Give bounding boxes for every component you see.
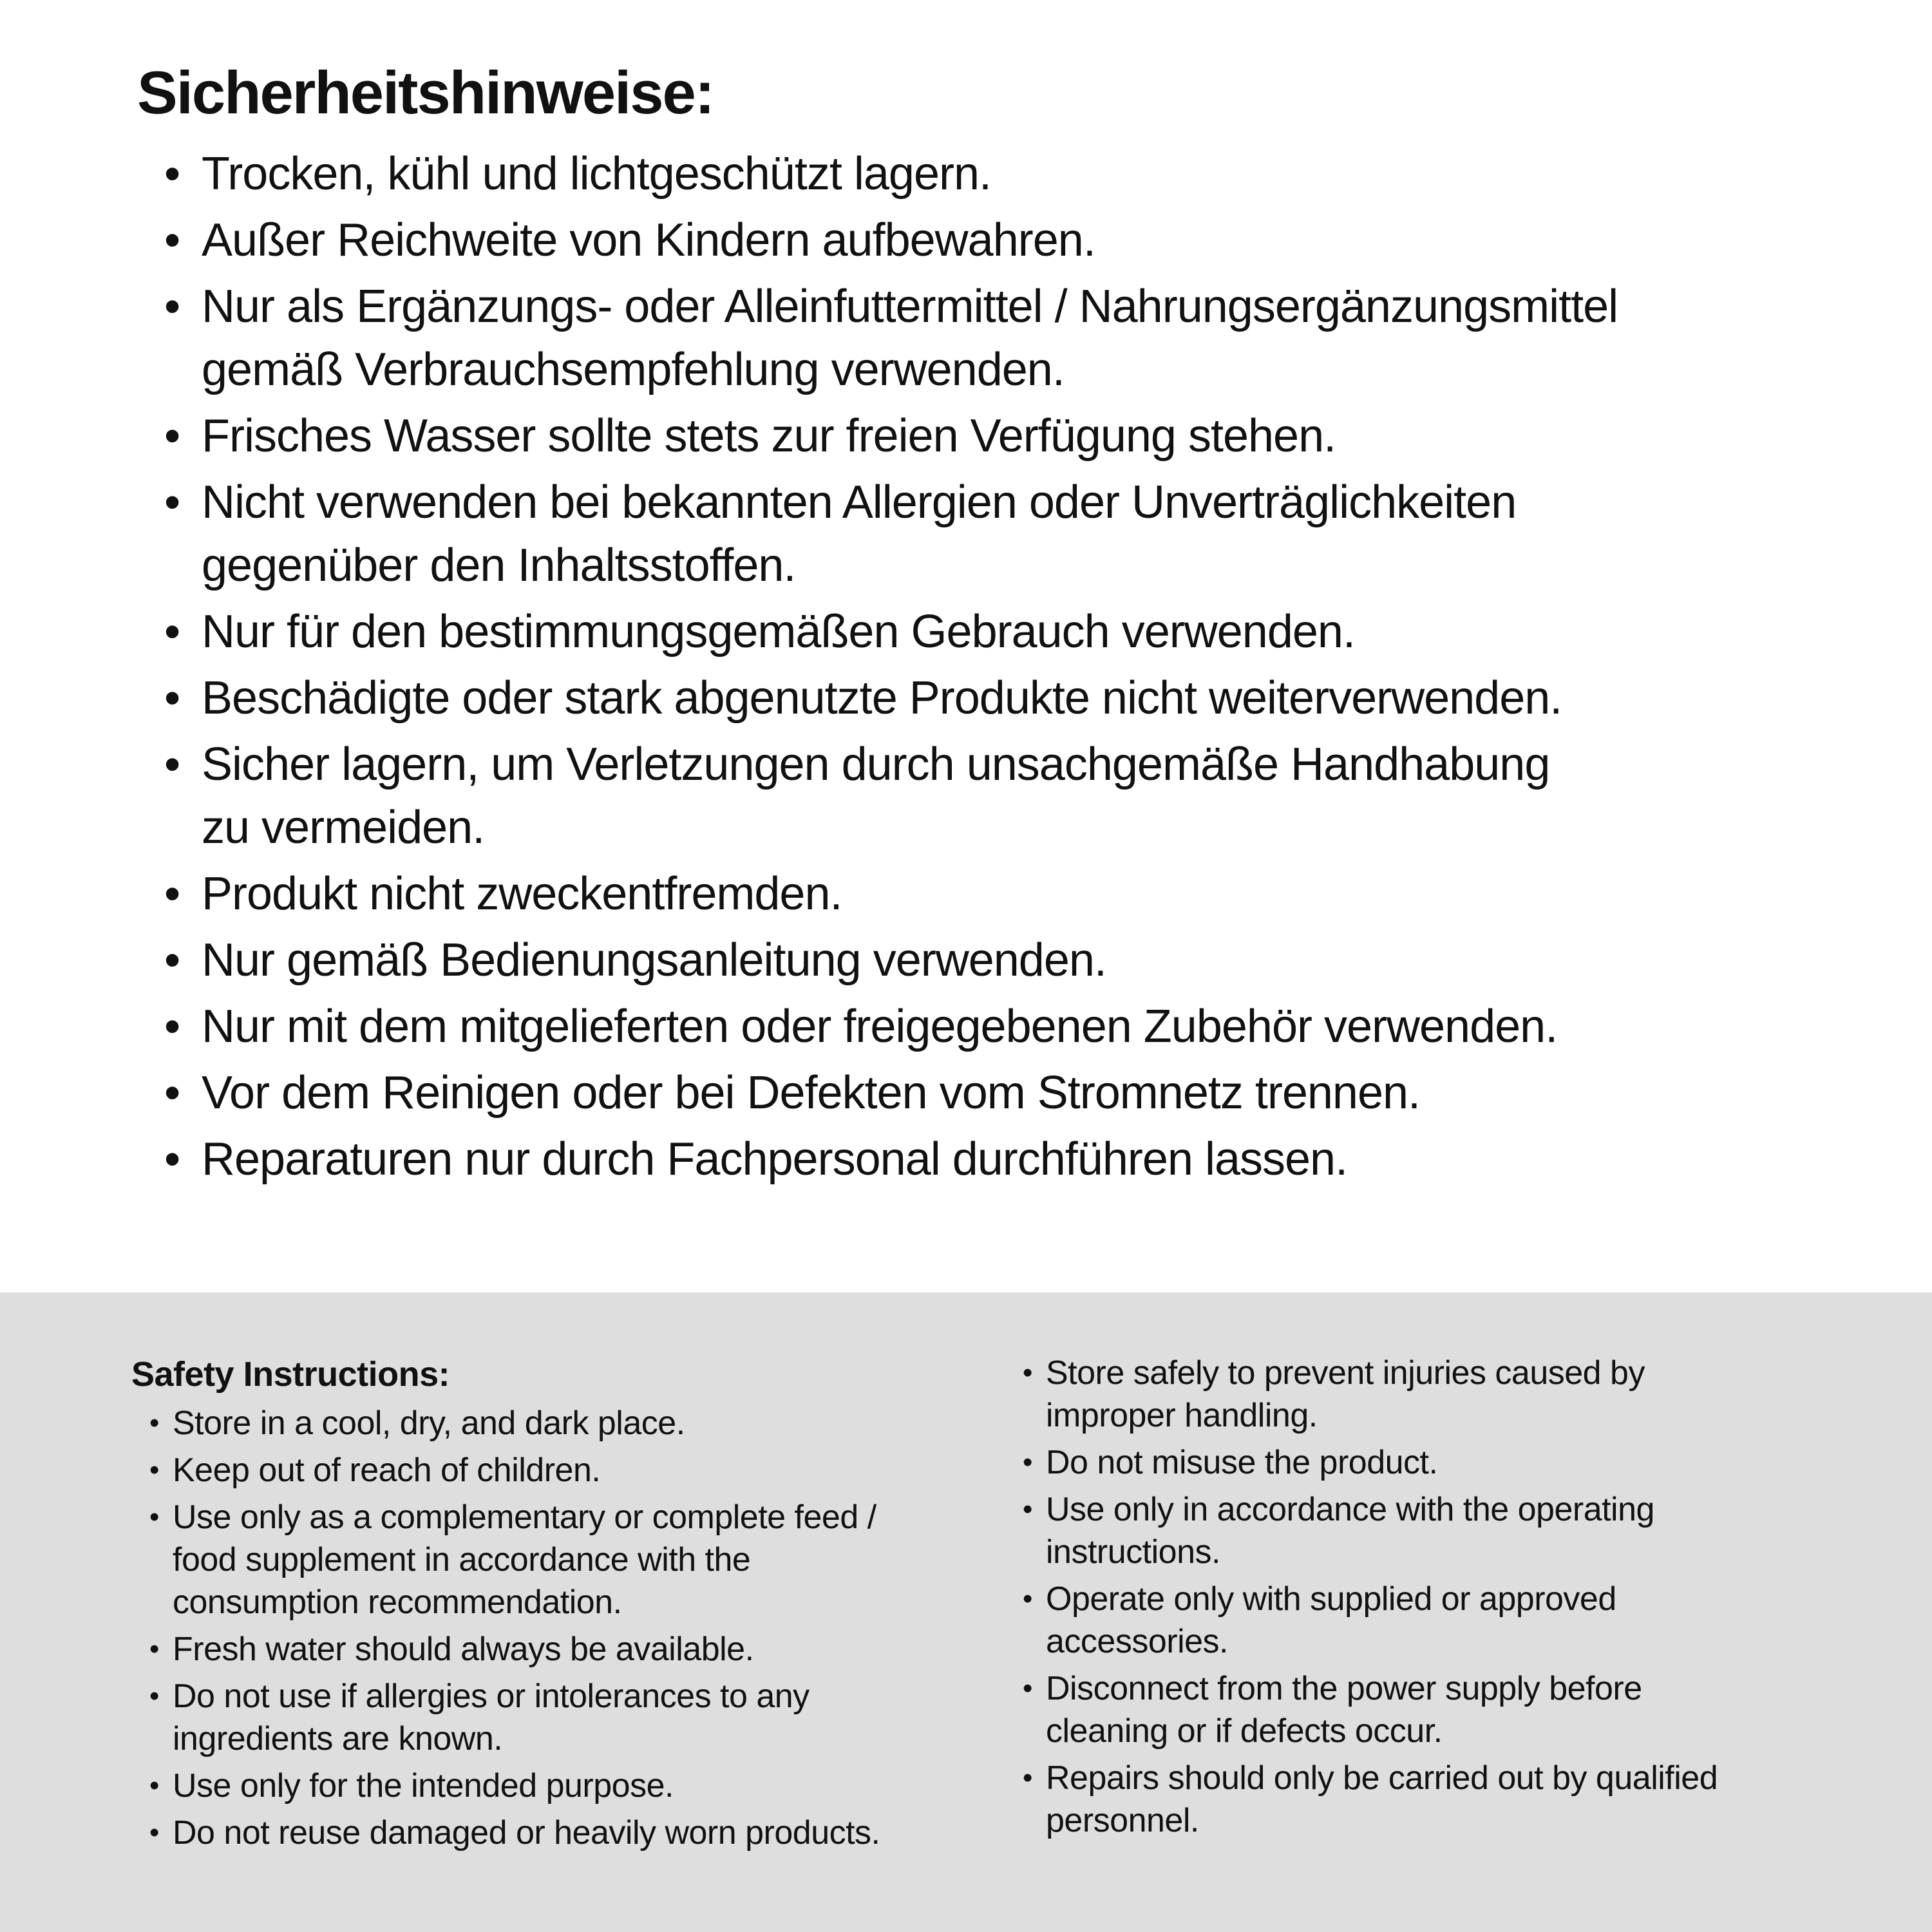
- list-item: • Nur mit dem mitgelieferten oder freigegebenen Zubehör verwenden.: [137, 995, 1932, 1058]
- list-item: • Use only in accordance with the operating instructions.: [1005, 1488, 1919, 1573]
- list-item: • Nur für den bestimmungsgemäßen Gebrauch verwenden.: [137, 600, 1932, 663]
- list-item: • Use only for the intended purpose.: [131, 1765, 994, 1807]
- english-left-column: [131, 1352, 994, 1859]
- list-item: • Disconnect from the power supply before cleaning or if defects occur.: [1005, 1667, 1919, 1752]
- list-item: • Frisches Wasser sollte stets zur freien Verfügung stehen.: [137, 404, 1932, 468]
- list-item: • Do not misuse the product.: [1005, 1441, 1919, 1484]
- list-item: • Außer Reichweite von Kindern aufbewahren.: [137, 209, 1932, 272]
- list-item: • Vor dem Reinigen oder bei Defekten vom Stromnetz trennen.: [137, 1061, 1932, 1124]
- english-right-column: [1005, 1352, 1919, 1846]
- german-bullet-list: [137, 142, 1932, 1191]
- german-heading: Sicherheitshinweise:: [137, 59, 714, 126]
- list-item: • Repairs should only be carried out by qualified personnel.: [1005, 1757, 1919, 1842]
- list-item: • Operate only with supplied or approved accessories.: [1005, 1578, 1919, 1663]
- english-safety-section: [0, 1293, 1932, 1932]
- list-item: • Beschädigte oder stark abgenutzte Produkte nicht weiterverwenden.: [137, 667, 1932, 730]
- list-item: • Nur gemäß Bedienungsanleitung verwenden.: [137, 929, 1932, 992]
- list-item: • Produkt nicht zweckentfremden.: [137, 862, 1932, 925]
- list-item: • Store in a cool, dry, and dark place.: [131, 1402, 994, 1444]
- list-item: • Trocken, kühl und lichtgeschützt lagern.: [137, 142, 1932, 205]
- list-item: • Do not reuse damaged or heavily worn products.: [131, 1812, 994, 1854]
- list-item: • Nicht verwenden bei bekannten Allergien oder Unverträglichkeiten gegenüber den Inhaltsstoffen.: [137, 471, 1932, 597]
- english-bullet-list-right: [1005, 1352, 1919, 1842]
- list-item: • Use only as a complementary or complete feed / food supplement in accordance with the consumption recommendation.: [131, 1496, 994, 1624]
- list-item: • Store safely to prevent injuries caused by improper handling.: [1005, 1352, 1919, 1437]
- list-item: • Keep out of reach of children.: [131, 1449, 994, 1492]
- list-item: • Nur als Ergänzungs- oder Alleinfuttermittel / Nahrungsergänzungsmittel gemäß Verbrauchsempfehlung verwenden.: [137, 275, 1932, 401]
- english-heading: Safety Instructions:: [131, 1355, 450, 1394]
- list-item: • Reparaturen nur durch Fachpersonal durchführen lassen.: [137, 1128, 1932, 1191]
- list-item: • Sicher lagern, um Verletzungen durch unsachgemäße Handhabung zu vermeiden.: [137, 733, 1932, 859]
- english-bullet-list-left: [131, 1402, 994, 1854]
- list-item: • Do not use if allergies or intolerances to any ingredients are known.: [131, 1675, 994, 1760]
- list-item: • Fresh water should always be available.: [131, 1628, 994, 1671]
